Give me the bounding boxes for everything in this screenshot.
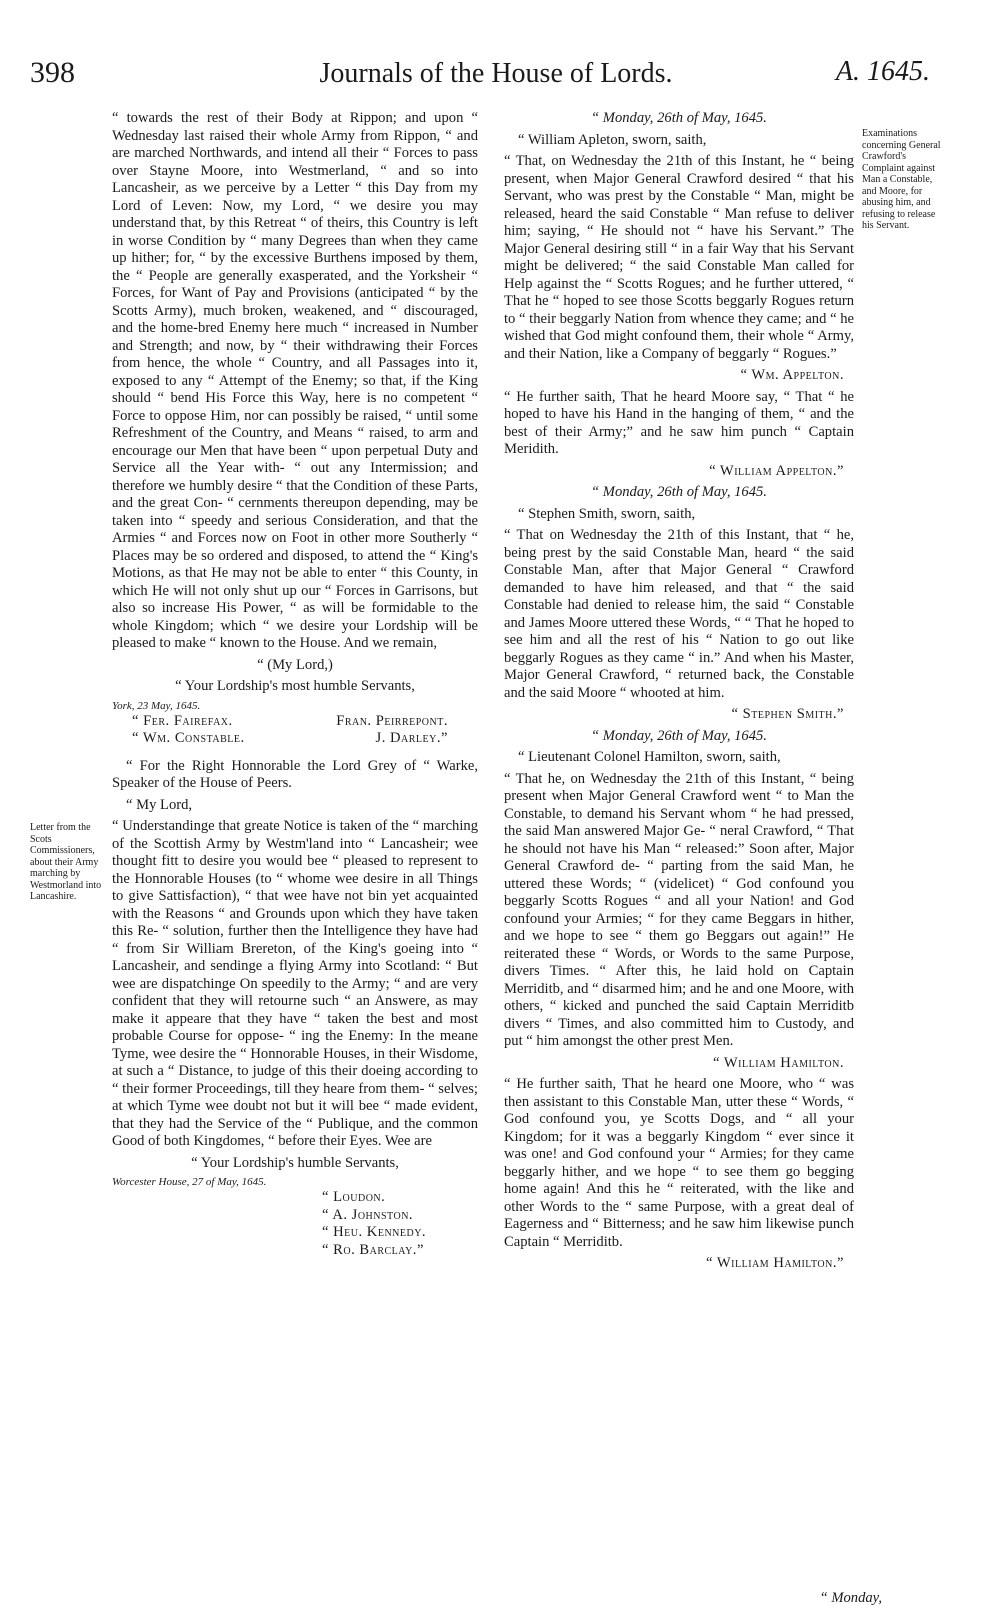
signature-row — [112, 730, 478, 748]
deposition-date: “ Monday, 26th of May, 1645. — [591, 110, 767, 126]
witness-heading: “ Lieutenant Colonel Hamilton, sworn, saith, — [518, 749, 781, 765]
signature: “ Stephen Smith.” — [731, 706, 844, 722]
signature: “ A. Johnston. — [322, 1206, 414, 1223]
letter-address: “ For the Right Honnorable the Lord Grey of “ Warke, Speaker of the House of Peers. — [112, 757, 478, 791]
letter-body: “ towards the rest of their Body at Rippon; and upon “ Wednesday last raised their whole Army from Rippon, “ and are marched Northwards, and intend all their “ Forces to pass over Stayne Moore, into Westmerland, “ and so into Lancasheir, as we perceive by a Letter “ this Day from my Lord of Leven: Now, my Lord, “ we desire you may understand that, by this Retreat “ of theirs, this Country is left in worse Condition by “ many Degrees than when they came up hither; for, “ by the excessive Burthens imposed by them, the “ People are generally exasperated, and the Yorksheir “ Forces, for Want of Pay and Provisions (anticipated “ by the Scotts Army), much broken, weakened, and “ discouraged, and the home-bred Enemy here much “ increased in Number and Strength; and now, by “ their withdrawing their Forces from hence, the whole “ Country, and all Passages into it, exposed to any “ Attempt of the Enemy; so that, if the King should “ bend His Force this Way, here is no competent “ Force to oppose Him, nor can possibly be raised, “ until some Refreshment of the Country, and Means “ raised, to arm and encourage our Men that have been “ upon perpetual Duty and Service all the Year with- “ out any Intermission; and therefore we humbly desire “ that the Condition of these Parts, and the great Con- “ cernments thereupon depending, may be taken into “ speedy and serious Consideration, and that the Armies “ and Forces now on Foot in other more Southerly “ Places may be so ordered and disposed, to attend the “ King's Motions, as that He may not be able to enter “ this County, in which He will not only shut up our “ Forces in Garrisons, but also so increase His Power, “ as will be formidable to the whole Kingdom; which “ we desire your Lordship will be pleased to make “ known to the House. And we remain, — [112, 110, 478, 651]
signature: Fran. Peirrepont. — [336, 712, 448, 729]
signature: “ Heu. Kennedy. — [322, 1224, 427, 1240]
deposition-date: “ Monday, 26th of May, 1645. — [591, 484, 767, 500]
signature-stack — [322, 1189, 478, 1259]
witness-heading: “ Stephen Smith, sworn, saith, — [518, 505, 696, 522]
signature: “ Loudon. — [322, 1189, 386, 1205]
deposition-body: “ That on Wednesday the 21th of this Instant, that “ he, being prest by the said Constable Man, heard “ the said Constable Man, after that Major General “ Crawford demanded to have him released, and that “ the said Constable had denied to release him, the said “ Constable and James Moore uttered these Words, “ “ That he hoped to see him and all the rest of his “ Nation to go out like beggarly Rogues as they came “ in.” And when his Master, Major General Crawford, “ returned back, the Constable and the said Moore “ whooted at him. — [504, 527, 854, 701]
place-date: Worcester House, 27 of May, 1645. — [112, 1176, 267, 1188]
witness-heading: “ William Apleton, sworn, saith, — [518, 131, 707, 148]
closing: “ Your Lordship's humble Servants, — [191, 1154, 399, 1171]
margin-note-right: Examinations concerning General Crawford's Complaint against Man a Constable, and Moore, for abusing him, and refusing to release his Servant. — [862, 128, 941, 231]
deposition-body: “ He further saith, That he heard one Moore, who “ was then assistant to this Constable Man, utter these “ Words, “ God confound you, ye Scotts Dogs, and “ all your Kingdom; for it was a beggarly Kingdom “ ever since it was one! and God confound your “ Armies; for they came beggarly hither, and we hope “ to see them go begging home again! And this he “ reiterated, with the like and other Words to the “ same Purpose, with a great deal of Eagerness and “ Bitterness; and he saw him likewise punch Captain “ Merriditb. — [504, 1076, 854, 1250]
signature: J. Darley.” — [375, 730, 448, 746]
signature: “ Wm. Appelton. — [740, 367, 844, 383]
signature: “ William Hamilton.” — [706, 1255, 844, 1271]
page-number: 398 — [30, 56, 75, 89]
signature: “ William Hamilton. — [713, 1054, 844, 1071]
deposition-body: “ He further saith, That he heard Moore say, “ That “ he hoped to have his Hand in the hanging of them, “ and the best of their Army;” and he saw him punch “ Captain Meridith. — [504, 388, 854, 457]
deposition-body: “ That he, on Wednesday the 21th of this Instant, “ being present when Major General Crawford went “ to Man the Constable, to demand his Servant whom “ he had pressed, the said Man answered Major Ge- “ neral Crawford, “ That he should not have his Man “ released:” Soon after, Major General Crawford de- “ parting from the said Man, he uttered these Words; “ (videlicet) “ God confound you beggarly Scotts Rogues “ and all your Nation! and God confound your Armies; “ for they came Beggars in hither, and we hope to see “ them go Beggars out again!” He reiterated these “ Words, or Words to the same Purpose, divers Times. “ After this, he laid hold on Captain Merriditb, and “ disarmed him; and he and one Moore, with others, “ kicked and punched the said Captain Merriditb divers “ Times, and also committed him to Custody, and put “ him amongst the other prest Men. — [504, 770, 854, 1049]
left-column — [112, 110, 478, 1259]
closing: “ Your Lordship's most humble Servants, — [175, 678, 415, 694]
signature: “ Wm. Constable. — [132, 730, 245, 746]
signature-row — [112, 713, 478, 731]
signature: “ Fer. Fairefax. — [132, 712, 233, 729]
page-header — [0, 56, 992, 96]
deposition-body: “ That, on Wednesday the 21th of this Instant, he “ being present, when Major General Crawford desired “ that his Servant, who was prest by the Constable “ Man, might be released, heard the said Constable “ Man refuse to deliver him; saying, “ He should not “ have his Servant.” The Major General desiring still “ in a fair Way that his Servant might be delivered; “ the said Constable Man called for Help against the “ Scotts Rogues; and he further uttered, “ That he “ hoped to see those Scotts beggarly Rogues return to “ their beggarly Nation from whence they came; and “ he wished that God might confound them, their whole “ Army, and their Nation, like a Company of beggarly “ Rogues.” — [504, 153, 854, 362]
signature: “ Ro. Barclay.” — [322, 1241, 424, 1258]
catchword: “ Monday, — [819, 1590, 882, 1606]
right-column — [504, 110, 854, 1277]
salutation: “ My Lord, — [126, 796, 193, 813]
place-date: York, 23 May, 1645. — [112, 699, 201, 712]
year-heading: A. 1645. — [835, 56, 930, 87]
running-title: Journals of the House of Lords. — [319, 58, 673, 89]
deposition-date: “ Monday, 26th of May, 1645. — [591, 727, 767, 744]
signature: “ William Appelton.” — [709, 462, 844, 479]
letter-body: “ Understandinge that greate Notice is taken of the “ marching of the Scottish Army by Westm'land into “ Lancasheir; wee thought fitt to desire you would bee “ pleased to represent to the Honnorable Houses (to “ whome wee desire in all Things to give Sattisfaction), “ that wee have not bin yet acquainted with the Reasons “ and Grounds upon which they have taken this Re- “ solution, further then the Intelligence they have had “ from Sir William Brereton, of the King's goeing into “ Lancasheir, and sendinge a flying Army into Scotland: “ But wee are dispatchinge On speedily to the Army; “ and are very confident that they will retourne such “ an Answere, as may make it appeare that they have “ taken the best and most probable Course for oppose- “ ing the Enemy: In the meane Tyme, wee desire the “ Honnorable Houses, in their Wisdome, at such a “ Distance, to judge of this their doeing according to “ their former Proceedings, till they heare from them- “ selves; at which Tyme wee doubt not but it will bee “ made evident, that they had the Service of the “ Publique, and the common Good of both Kingdomes, “ before their Eyes. Wee are — [112, 818, 478, 1149]
salutation: “ (My Lord,) — [257, 656, 333, 673]
margin-note-left: Letter from the Scots Commissioners, about their Army marching by Westmorland into Lancashire. — [30, 822, 102, 902]
